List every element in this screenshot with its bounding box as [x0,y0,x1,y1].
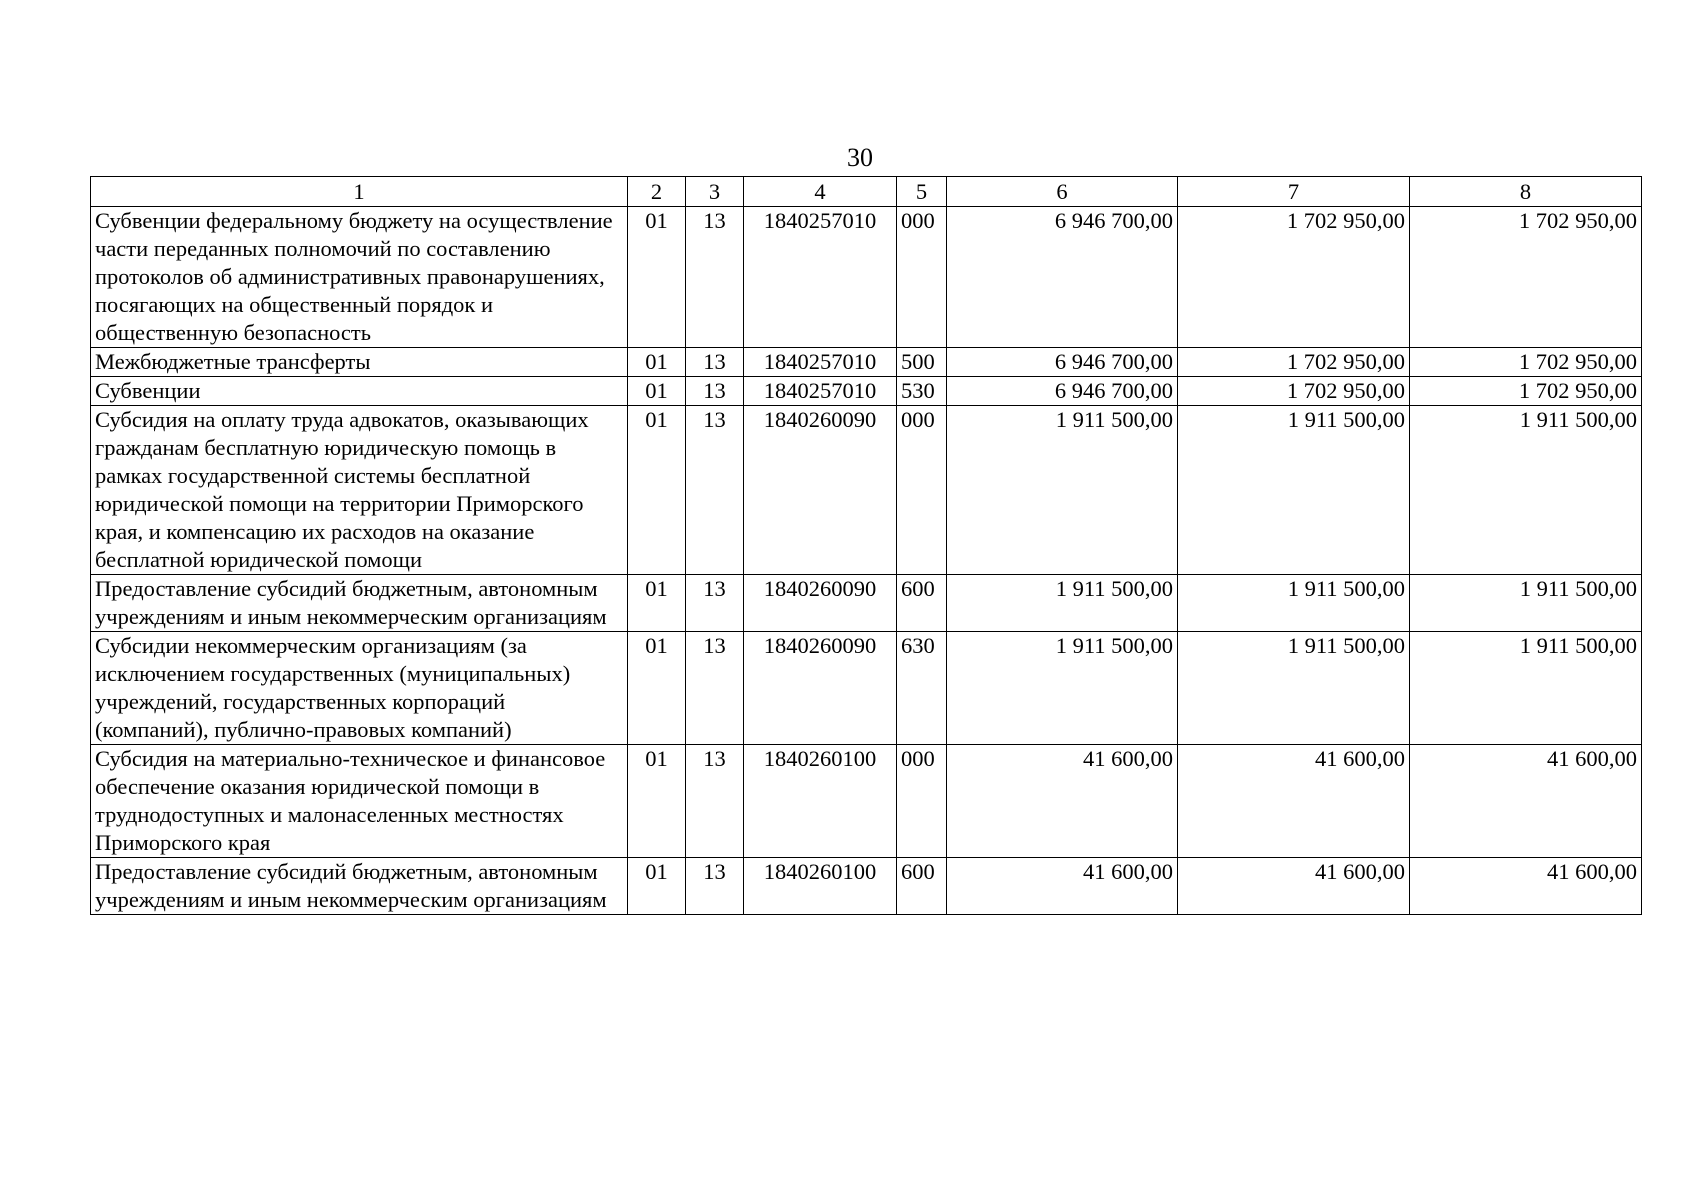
amount-col8: 1 702 950,00 [1410,377,1642,406]
section-code: 01 [628,575,686,632]
table-row [91,575,1642,632]
expense-type-code: 530 [897,377,947,406]
expense-type-code: 500 [897,348,947,377]
subsection-code: 13 [686,745,744,858]
subsection-code: 13 [686,406,744,575]
table-row [91,207,1642,348]
column-header: 2 [628,177,686,207]
row-name: Предоставление субсидий бюджетным, автономным учреждениям и иным некоммерческим организациям [91,575,628,632]
row-name: Субвенции федеральному бюджету на осуществление части переданных полномочий по составлению протоколов об административных правонарушениях, посягающих на общественный порядок и общественную безопасность [91,207,628,348]
target-article-code: 1840260090 [744,632,897,745]
column-header: 5 [897,177,947,207]
amount-col8: 1 911 500,00 [1410,406,1642,575]
row-name: Субсидия на оплату труда адвокатов, оказывающих гражданам бесплатную юридическую помощь в рамках государственной системы бесплатной юридической помощи на территории Приморского края, и компенсацию их расходов на оказание бесплатной юридической помощи [91,406,628,575]
target-article-code: 1840257010 [744,377,897,406]
column-header: 6 [947,177,1178,207]
amount-col8: 1 911 500,00 [1410,575,1642,632]
subsection-code: 13 [686,377,744,406]
expense-type-code: 000 [897,406,947,575]
subsection-code: 13 [686,858,744,915]
budget-table [90,176,1642,915]
row-name: Межбюджетные трансферты [91,348,628,377]
amount-col7: 1 911 500,00 [1178,632,1410,745]
row-name: Субвенции [91,377,628,406]
row-name: Предоставление субсидий бюджетным, автономным учреждениям и иным некоммерческим организациям [91,858,628,915]
target-article-code: 1840257010 [744,207,897,348]
table-row [91,348,1642,377]
subsection-code: 13 [686,575,744,632]
amount-col6: 6 946 700,00 [947,377,1178,406]
section-code: 01 [628,377,686,406]
amount-col7: 1 911 500,00 [1178,575,1410,632]
section-code: 01 [628,207,686,348]
row-name: Субсидия на материально-техническое и финансовое обеспечение оказания юридической помощи в труднодоступных и малонаселенных местностях Приморского края [91,745,628,858]
amount-col8: 1 911 500,00 [1410,632,1642,745]
subsection-code: 13 [686,207,744,348]
row-name: Субсидии некоммерческим организациям (за исключением государственных (муниципальных) учреждений, государственных корпораций (компаний), публично-правовых компаний) [91,632,628,745]
page-number: 30 [847,143,873,172]
amount-col7: 1 911 500,00 [1178,406,1410,575]
section-code: 01 [628,406,686,575]
amount-col8: 41 600,00 [1410,745,1642,858]
section-code: 01 [628,348,686,377]
amount-col6: 6 946 700,00 [947,348,1178,377]
subsection-code: 13 [686,348,744,377]
target-article-code: 1840257010 [744,348,897,377]
amount-col6: 41 600,00 [947,745,1178,858]
column-header: 3 [686,177,744,207]
expense-type-code: 000 [897,207,947,348]
amount-col8: 41 600,00 [1410,858,1642,915]
column-header: 1 [91,177,628,207]
expense-type-code: 630 [897,632,947,745]
expense-type-code: 600 [897,858,947,915]
column-header: 7 [1178,177,1410,207]
amount-col7: 1 702 950,00 [1178,207,1410,348]
table-row [91,632,1642,745]
section-code: 01 [628,858,686,915]
section-code: 01 [628,632,686,745]
column-header: 4 [744,177,897,207]
target-article-code: 1840260100 [744,858,897,915]
amount-col8: 1 702 950,00 [1410,348,1642,377]
amount-col7: 41 600,00 [1178,858,1410,915]
target-article-code: 1840260100 [744,745,897,858]
amount-col8: 1 702 950,00 [1410,207,1642,348]
column-header: 8 [1410,177,1642,207]
target-article-code: 1840260090 [744,406,897,575]
amount-col6: 41 600,00 [947,858,1178,915]
amount-col7: 1 702 950,00 [1178,348,1410,377]
amount-col7: 1 702 950,00 [1178,377,1410,406]
amount-col7: 41 600,00 [1178,745,1410,858]
amount-col6: 6 946 700,00 [947,207,1178,348]
subsection-code: 13 [686,632,744,745]
expense-type-code: 000 [897,745,947,858]
table-row [91,858,1642,915]
table-row [91,406,1642,575]
amount-col6: 1 911 500,00 [947,632,1178,745]
target-article-code: 1840260090 [744,575,897,632]
amount-col6: 1 911 500,00 [947,575,1178,632]
expense-type-code: 600 [897,575,947,632]
amount-col6: 1 911 500,00 [947,406,1178,575]
table-row [91,377,1642,406]
table-row [91,745,1642,858]
header-row [91,177,1642,207]
section-code: 01 [628,745,686,858]
